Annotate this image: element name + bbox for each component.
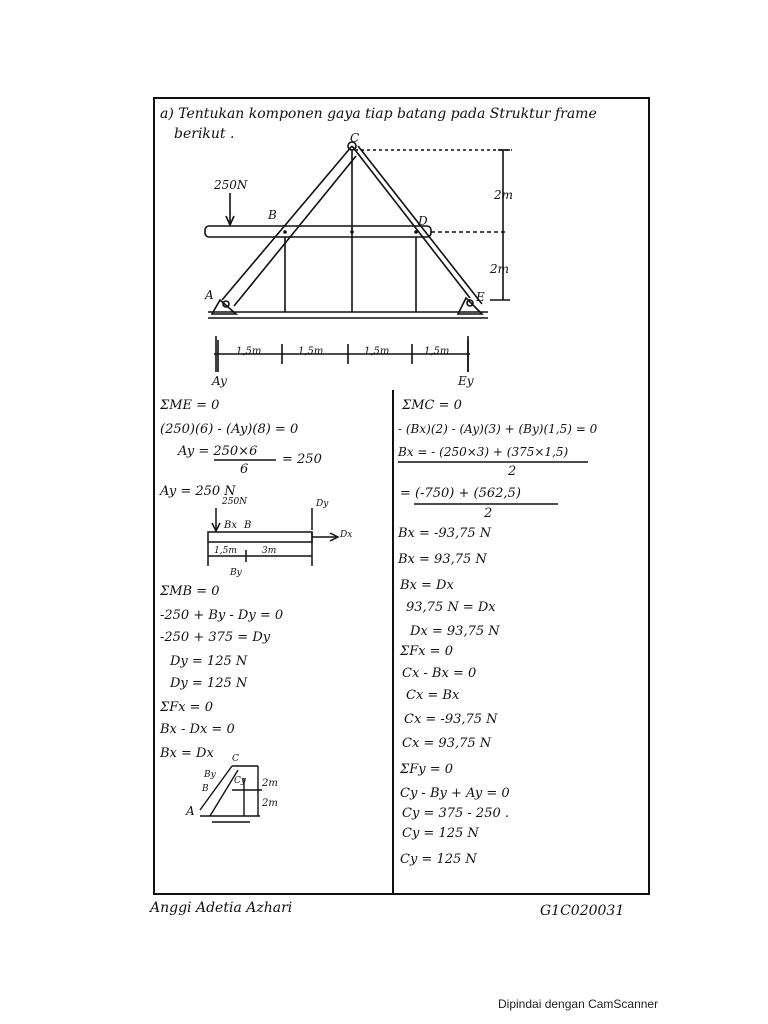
fbd-load-label: 250N (222, 497, 248, 507)
fbd-d2-label: 3m (262, 546, 277, 556)
joint-c-label: C (350, 131, 360, 145)
eq-right-15: ΣFy = 0 (400, 762, 453, 777)
fbd-dx-label: Dx (340, 530, 353, 540)
student-name: Anggi Adetia Azhari (150, 900, 293, 916)
height-top-label: 2m (494, 188, 514, 202)
height-bottom-label: 2m (490, 262, 510, 276)
eq-right-4-num: = (-750) + (562,5) (400, 486, 521, 501)
eq-right-1: ΣMC = 0 (402, 398, 462, 413)
fbd-d1-label: 1,5m (214, 546, 237, 556)
eq-right-18: Cy = 125 N (402, 826, 479, 841)
tri-cy-label: Cy (234, 776, 246, 786)
eq-right-3-num: Bx = - (250×3) + (375×1,5) (398, 445, 569, 459)
scanner-watermark: Dipindai dengan CamScanner (498, 997, 659, 1011)
eq-right-4-den: 2 (484, 506, 493, 521)
eq-right-19: Cy = 125 N (400, 852, 477, 867)
eq-left-1: ΣME = 0 (160, 398, 220, 413)
span-1-label: 1,5m (236, 346, 262, 357)
eq-right-9: Dx = 93,75 N (410, 624, 500, 639)
eq-right-10: ΣFx = 0 (400, 644, 453, 659)
eq-right-12: Cx = Bx (406, 688, 460, 703)
fbd-beam (208, 508, 338, 566)
eq-right-6: Bx = 93,75 N (398, 552, 487, 567)
eq-right-8: 93,75 N = Dx (406, 600, 496, 615)
eq-right-14: Cx = 93,75 N (402, 736, 492, 751)
reaction-a-label: Ay (212, 374, 227, 388)
joint-e-label: E (476, 290, 485, 304)
joint-a-label: A (205, 288, 214, 302)
reaction-e-label: Ey (458, 374, 474, 388)
problem-line-1: a) Tentukan komponen gaya tiap batang pada Struktur frame (160, 106, 597, 122)
eq-left-12: Bx = Dx (160, 746, 214, 761)
eq-left-3-result: = 250 (282, 452, 322, 467)
joint-b-label: B (268, 208, 277, 222)
eq-left-10: ΣFx = 0 (160, 700, 213, 715)
span-2-label: 1,5m (298, 346, 324, 357)
eq-left-6: -250 + By - Dy = 0 (160, 608, 284, 623)
problem-line-2: berikut . (174, 126, 235, 142)
tri-b-label: B (202, 784, 209, 794)
eq-left-2: (250)(6) - (Ay)(8) = 0 (160, 422, 299, 437)
eq-right-7: Bx = Dx (400, 578, 454, 593)
eq-left-9: Dy = 125 N (170, 676, 248, 691)
tri-a-label: A (186, 804, 195, 818)
eq-left-3-num: Ay = 250×6 (178, 444, 258, 459)
fbd-dy-label: Dy (316, 499, 329, 509)
eq-right-17: Cy = 375 - 250 . (402, 806, 509, 821)
eq-right-3-den: 2 (508, 464, 517, 479)
span-4-label: 1,5m (424, 346, 450, 357)
student-id: G1C020031 (540, 903, 625, 919)
eq-left-4: Ay = 250 N (160, 484, 236, 499)
span-3-label: 1,5m (364, 346, 390, 357)
load-label: 250N (214, 178, 248, 192)
tri-by-label: By (204, 770, 216, 780)
eq-left-5: ΣMB = 0 (160, 584, 220, 599)
fbd-by-label: By (230, 568, 242, 578)
eq-left-3-den: 6 (240, 462, 249, 477)
eq-right-5: Bx = -93,75 N (398, 526, 492, 541)
eq-left-8: Dy = 125 N (170, 654, 248, 669)
eq-left-7: -250 + 375 = Dy (160, 630, 271, 645)
eq-right-2: - (Bx)(2) - (Ay)(3) + (By)(1,5) = 0 (398, 422, 598, 436)
eq-right-16: Cy - By + Ay = 0 (400, 786, 510, 801)
eq-right-11: Cx - Bx = 0 (402, 666, 477, 681)
tri-h2-label: 2m (262, 798, 278, 809)
eq-right-13: Cx = -93,75 N (404, 712, 498, 727)
tri-h1-label: 2m (262, 778, 278, 789)
eq-left-11: Bx - Dx = 0 (160, 722, 235, 737)
joint-d-label: D (418, 214, 428, 228)
tri-c-label: C (232, 754, 239, 764)
fbd-b-label: B (244, 520, 252, 531)
fbd-bx-label: Bx (224, 520, 237, 531)
